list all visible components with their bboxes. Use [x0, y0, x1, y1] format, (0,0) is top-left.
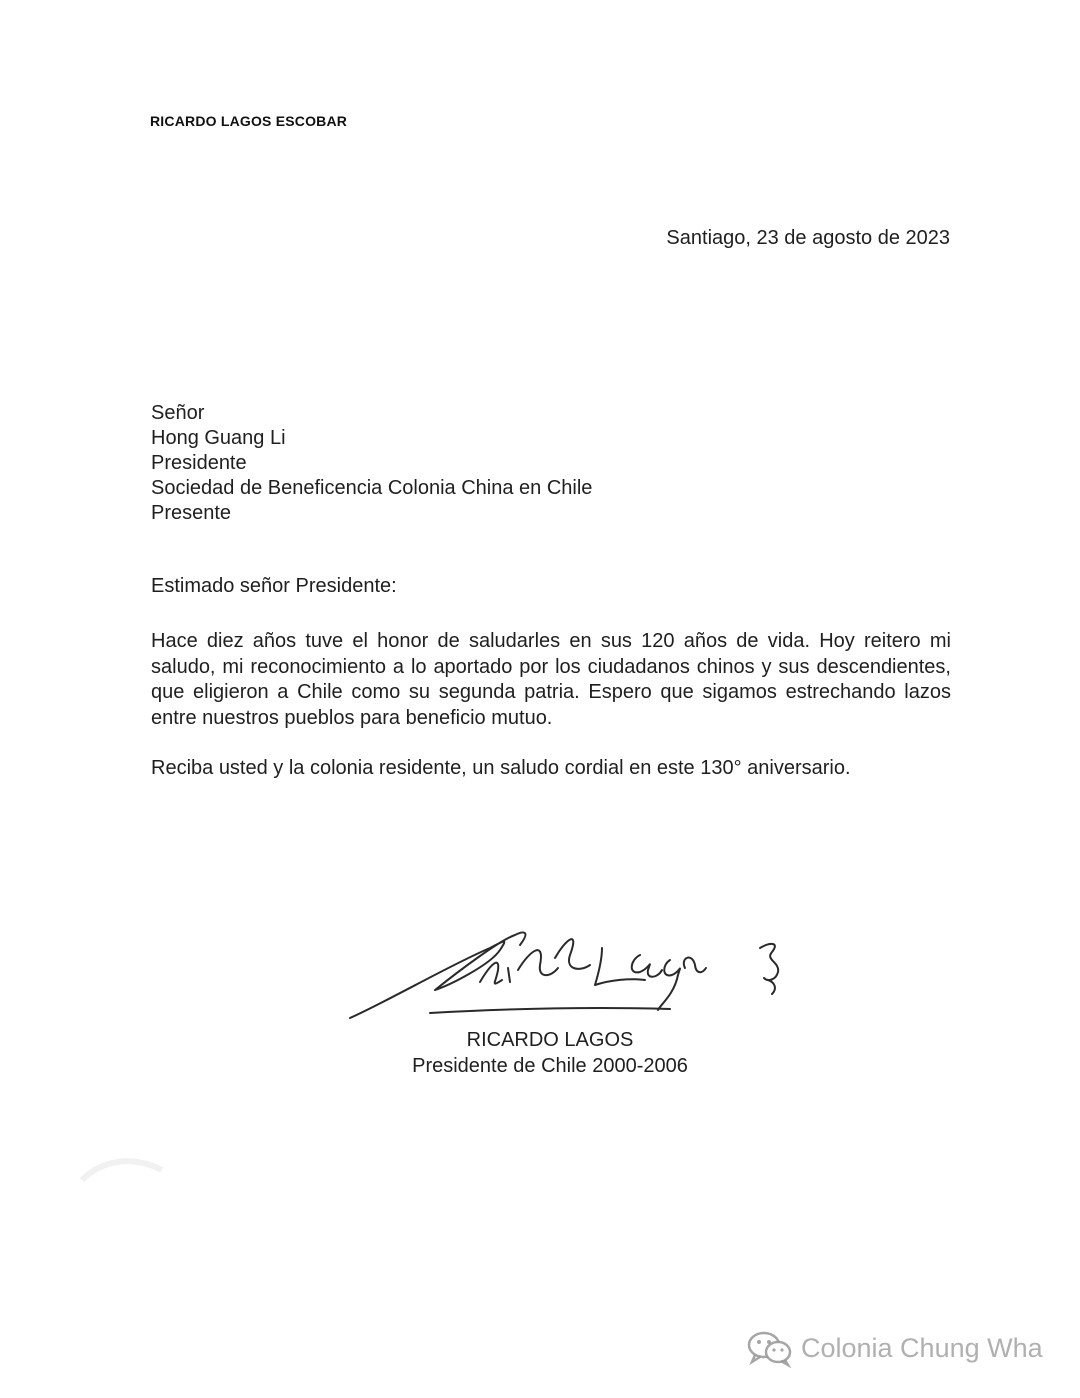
recipient-block [151, 401, 592, 526]
recipient-line: Presente [151, 502, 232, 524]
signer-title: Presidente de Chile 2000-2006 [412, 1055, 688, 1077]
handwritten-signature [340, 910, 810, 1025]
recipient-line: Señor [151, 402, 205, 424]
recipient-line: Hong Guang Li [151, 427, 286, 449]
body-paragraph-1: Hace diez años tuve el honor de saludarles en sus 120 años de vida. Hoy reitero mi saludo, mi reconocimiento a lo aportado por los ciudadanos chinos y sus descendientes, que eligieron a Chile como su segunda patria. Espero que sigamos estrechando lazos entre nuestros pueblos para beneficio mutuo. [151, 630, 951, 729]
body-paragraph-2: Reciba usted y la colonia residente, un saludo cordial en este 130° aniversario. [151, 757, 851, 779]
letterhead: RICARDO LAGOS ESCOBAR [150, 113, 348, 129]
recipient-line: Sociedad de Beneficencia Colonia China en Chile [151, 477, 593, 499]
signer-name: RICARDO LAGOS [466, 1029, 634, 1051]
signature-strokes [350, 932, 778, 1018]
letter-date: Santiago, 23 de agosto de 2023 [666, 227, 950, 249]
recipient-line: Presidente [151, 452, 247, 474]
wechat-icon [745, 1328, 795, 1368]
faint-stamp-mark [72, 1140, 172, 1200]
signer-block [400, 1027, 700, 1079]
watermark [745, 1328, 1043, 1368]
watermark-text: Colonia Chung Wha [801, 1332, 1043, 1363]
salutation: Estimado señor Presidente: [151, 575, 397, 597]
